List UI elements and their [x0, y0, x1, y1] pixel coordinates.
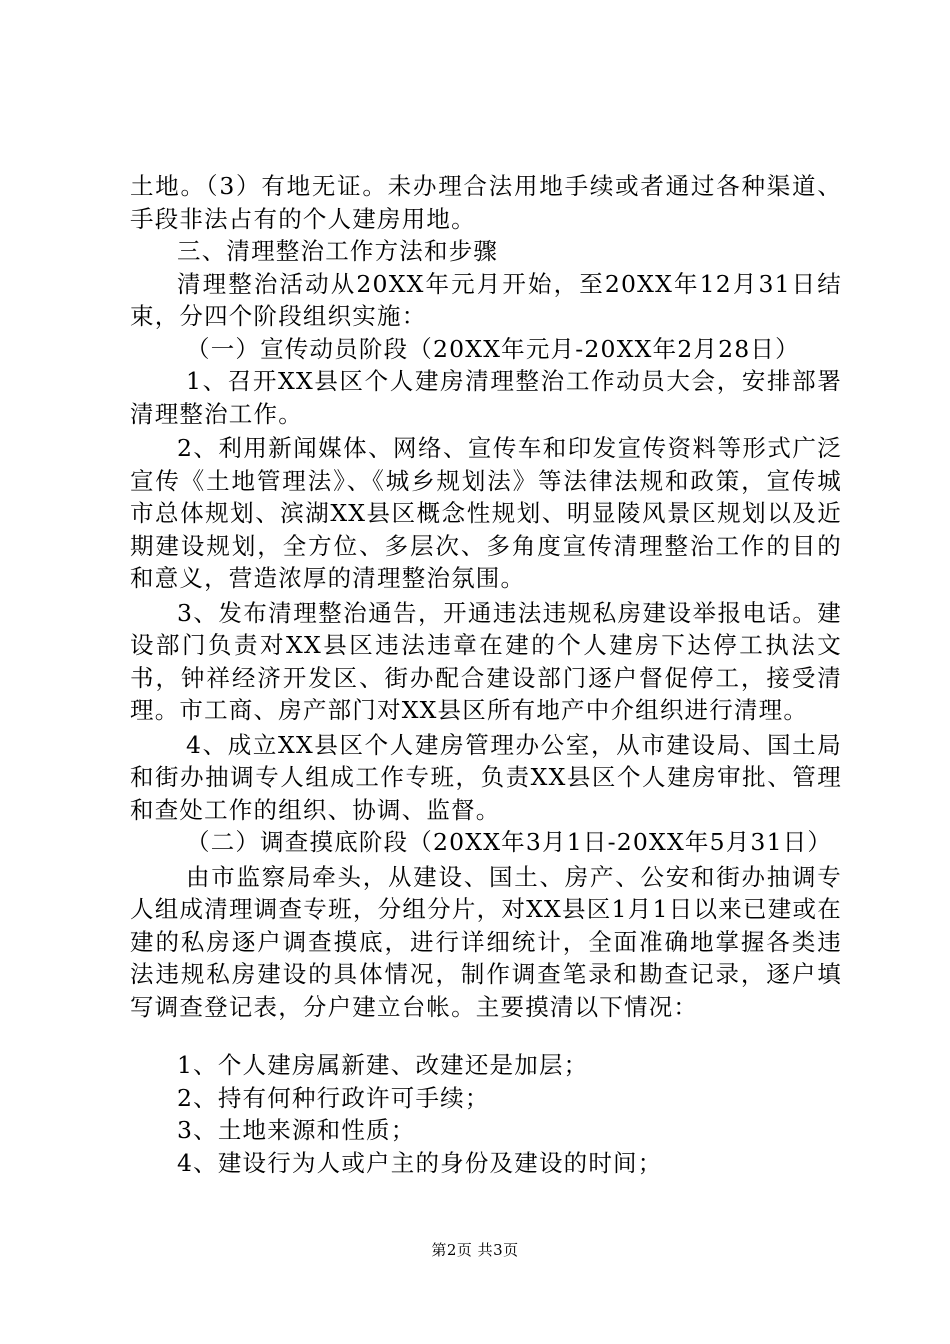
- paragraph-land-continuation: 土地。（3）有地无证。未办理合法用地手续或者通过各种渠道、手段非法占有的个人建房用地。: [130, 172, 842, 233]
- paragraph-item-1: 1、召开XX县区个人建房清理整治工作动员大会，安排部署清理整治工作。: [130, 367, 842, 428]
- list-item-1: 1、个人建房属新建、改建还是加层；: [177, 1051, 589, 1079]
- section-heading-methods: 三、清理整治工作方法和步骤: [177, 237, 499, 265]
- document-body: [130, 170, 842, 1179]
- list-item-4: 4、建设行为人或户主的身份及建设的时间；: [177, 1148, 663, 1177]
- paragraph-item-4: 4、成立XX县区个人建房管理办公室，从市建设局、国土局和街办抽调专人组成工作专班，负责XX县区个人建房审批、管理和查处工作的组织、协调、监督。: [130, 730, 842, 824]
- list-item-3: 3、土地来源和性质；: [177, 1116, 416, 1144]
- list-item-2: 2、持有何种行政许可手续；: [177, 1083, 490, 1112]
- paragraph-schedule: 清理整治活动从20XX年元月开始，至20XX年12月31日结束，分四个阶段组织实施：: [130, 269, 842, 330]
- page-footer: 第2页 共3页: [431, 1241, 519, 1259]
- paragraph-item-3: 3、发布清理整治通告，开通违法违规私房建设举报电话。建设部门负责对XX县区违法违章在建的个人建房下达停工执法文书，钟祥经济开发区、街办配合建设部门逐户督促停工，接受清理。市工商、房产部门对XX县区所有地产中介组织进行清理。: [130, 598, 842, 724]
- paragraph-survey: 由市监察局牵头，从建设、国土、房产、公安和街办抽调专人组成清理调查专班，分组分片，对XX县区1月1日以来已建或在建的私房逐户调查摸底，进行详细统计，全面准确地掌握各类违法违规私房建设的具体情况，制作调查笔录和勘查记录，逐户填写调查登记表，分户建立台帐。主要摸清以下情况：: [130, 862, 842, 1021]
- subheading-survey-stage: （二）调查摸底阶段（20XX年3月1日-20XX年5月31日）: [186, 828, 833, 856]
- subheading-publicity-stage: （一）宣传动员阶段（20XX年元月-20XX年2月28日）: [186, 334, 800, 363]
- paragraph-item-2: 2、利用新闻媒体、网络、宣传车和印发宣传资料等形式广泛宣传《土地管理法》、《城乡规划法》等法律法规和政策，宣传城市总体规划、滨湖XX县区概念性规划、明显陵风景区规划以及近期建设规划，全方位、多层次、多角度宣传清理整治工作的目的和意义，营造浓厚的清理整治氛围。: [130, 434, 842, 592]
